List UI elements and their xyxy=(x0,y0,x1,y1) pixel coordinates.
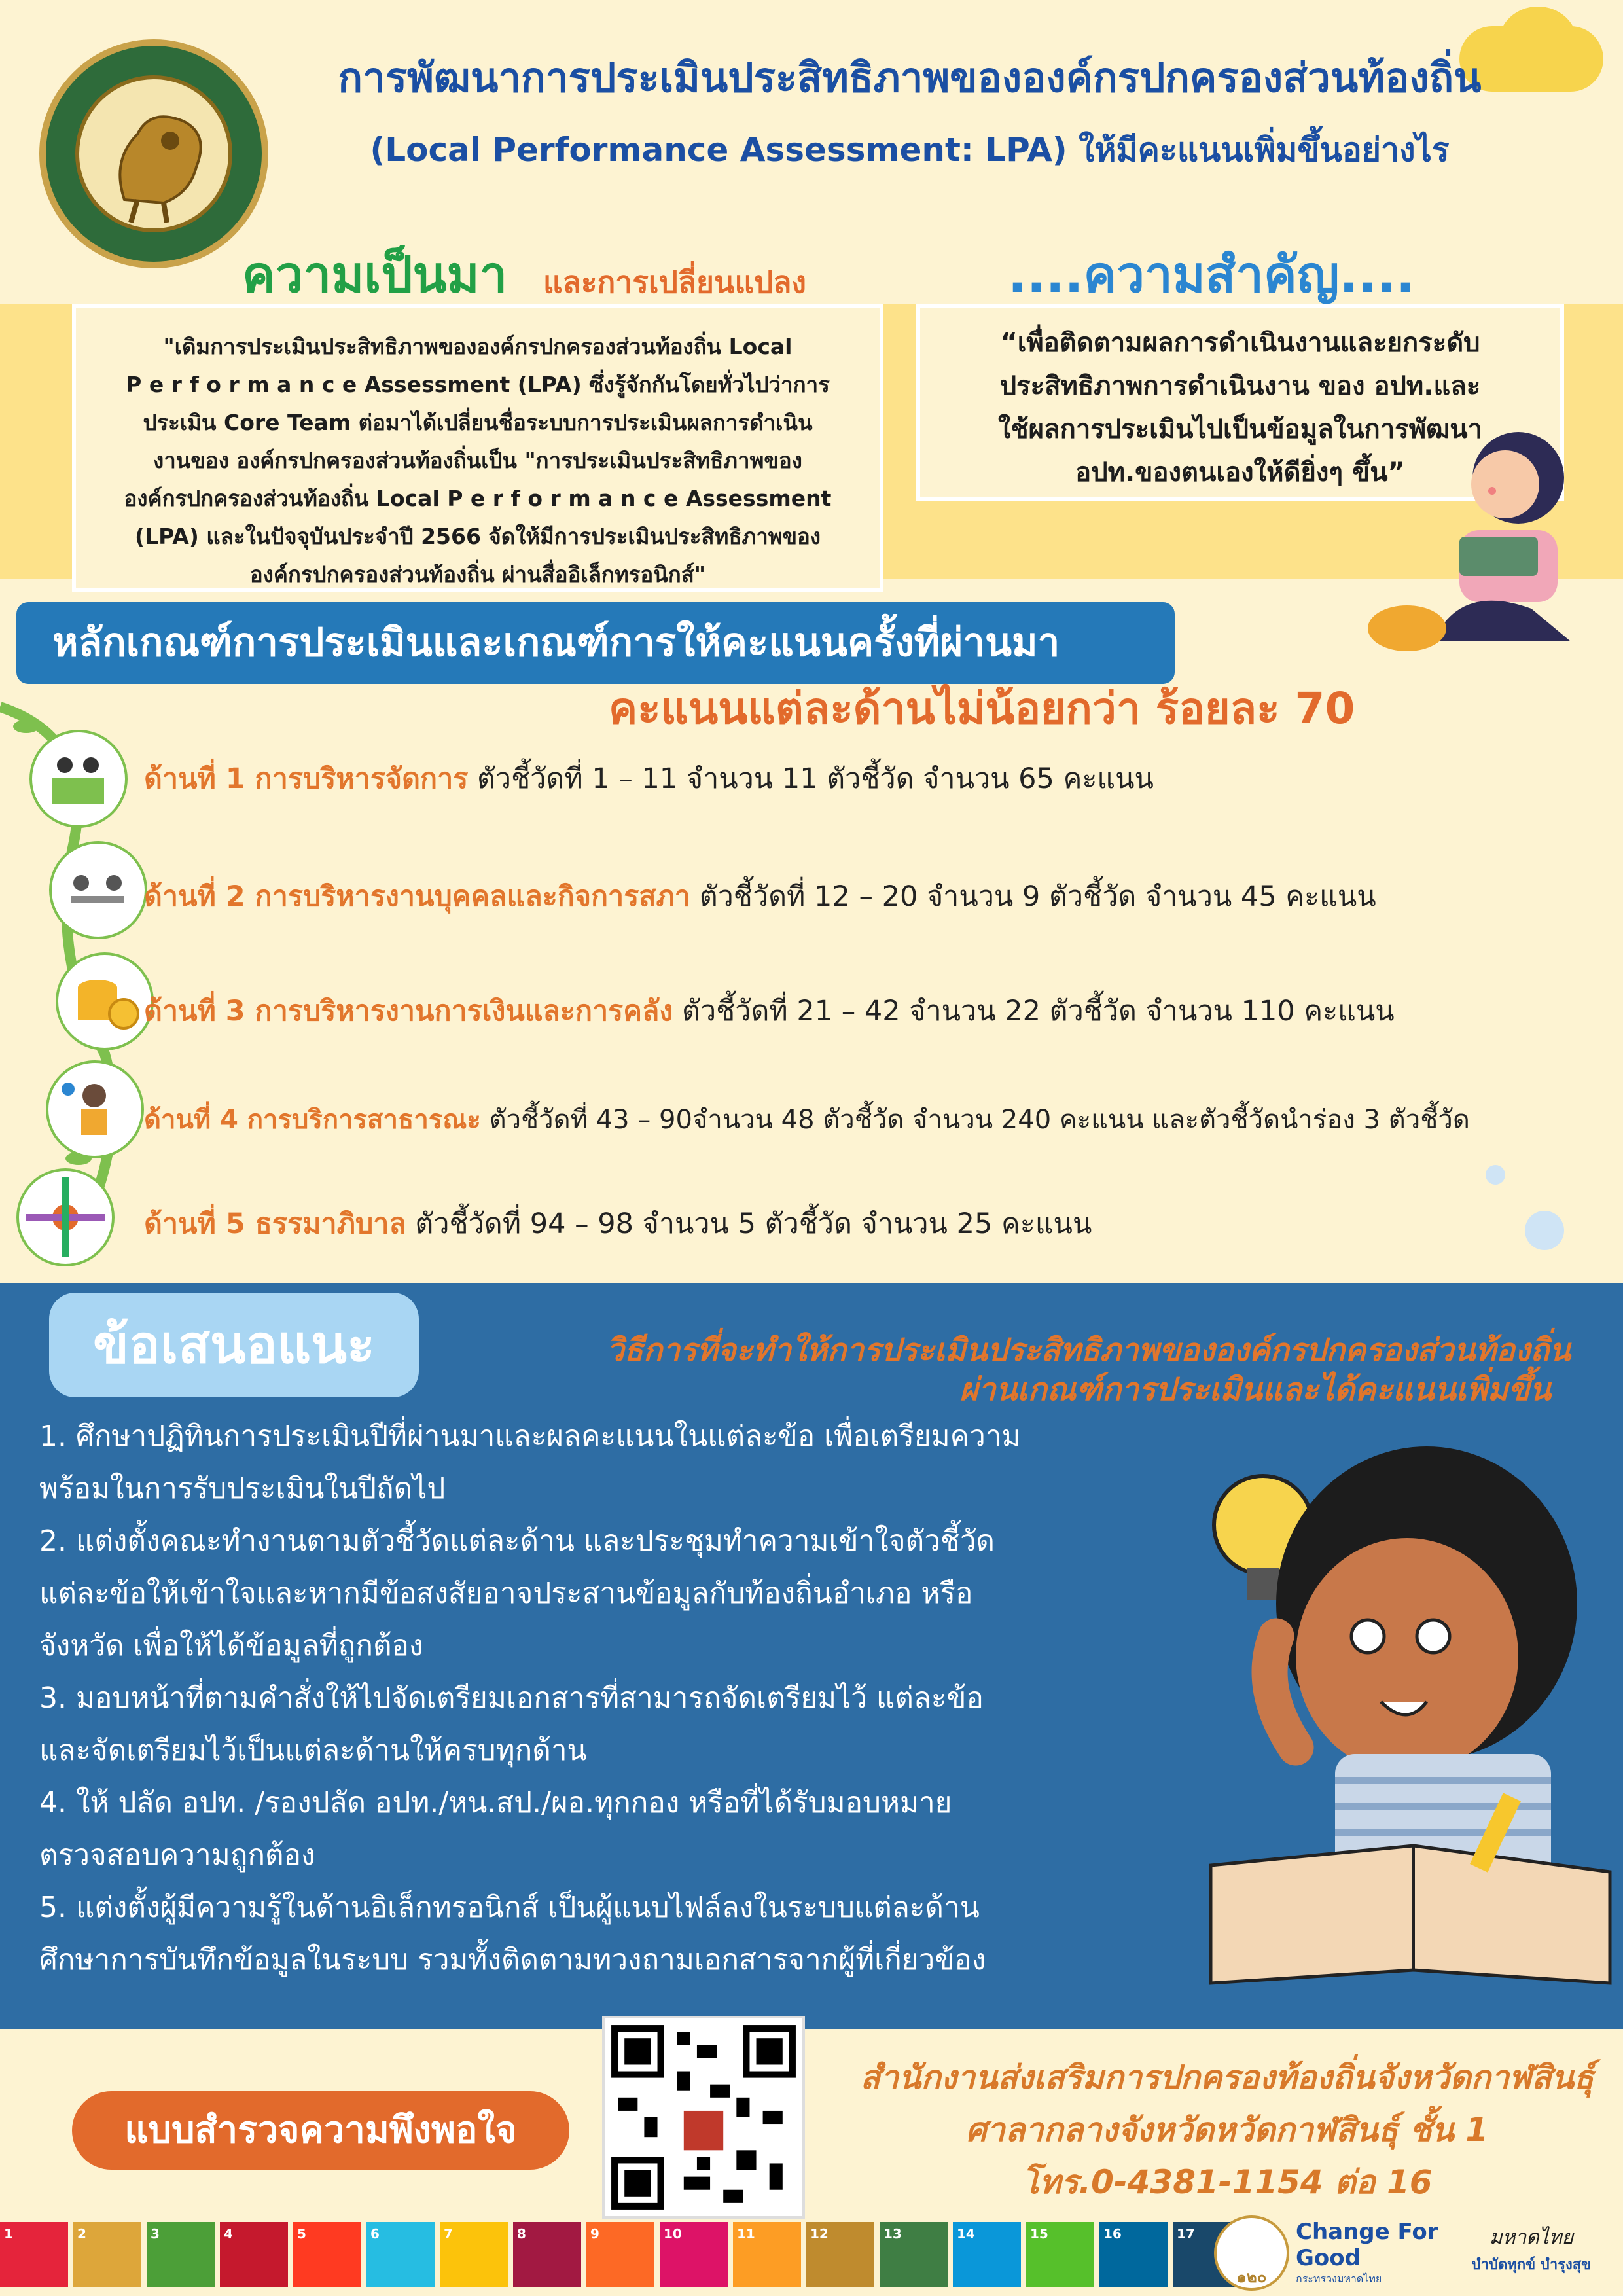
sdg-goal-tile: 16 xyxy=(1099,2222,1168,2287)
management-icon xyxy=(29,730,128,828)
advice-list xyxy=(39,1410,1152,1986)
sdg-goal-tile: 1 xyxy=(0,2222,68,2287)
page-title: การพัฒนาการประเมินประสิทธิภาพขององค์กรปกครองส่วนท้องถิ่น xyxy=(338,54,1482,101)
coins-icon xyxy=(56,952,154,1050)
importance-text: “เพื่อติดตามผลการดำเนินงานและยกระดับ ประสิทธิภาพการดำเนินงาน ของ อปท.และ ใช้ผลการประเมินไปเป็นข้อมูลในการพัฒนา อปท.ของตนเองให้ดียิ่งๆ ขึ้น” xyxy=(997,328,1483,488)
advice-line: ตรวจสอบความถูกต้อง xyxy=(39,1839,315,1872)
idea-girl-illustration xyxy=(1152,1440,1623,2003)
sdg-goal-tile: 13 xyxy=(880,2222,948,2287)
sdg-goal-tile: 14 xyxy=(953,2222,1021,2287)
meeting-icon xyxy=(49,841,147,939)
advice-line: 2. แต่งตั้งคณะทำงานตามตัวชี้วัดแต่ละด้าน และประชุมทำความเข้าใจตัวชี้วัด xyxy=(39,1524,995,1558)
sdg-goals-strip xyxy=(0,2222,1246,2296)
sdg-goal-tile: 10 xyxy=(660,2222,728,2287)
criteria-item: ด้านที่ 4 การบริการสาธารณะ ตัวชี้วัดที่ 43 – 90จำนวน 48 ตัวชี้วัด จำนวน 240 คะแนน และตัวชี้วัดนำร่อง 3 ตัวชี้วัด xyxy=(144,1105,1470,1135)
score-note: คะแนนแต่ละด้านไม่น้อยกว่า ร้อยละ 70 xyxy=(609,683,1355,734)
dot-decoration xyxy=(1525,1211,1564,1250)
change-for-good-logo: Change For Good กระทรวงมหาดไทย xyxy=(1296,2219,1438,2285)
sdg-goal-tile: 3 xyxy=(147,2222,215,2287)
sdg-goal-tile: 5 xyxy=(293,2222,361,2287)
criteria-heading: หลักเกณฑ์การประเมินและเกณฑ์การให้คะแนนครั้งที่ผ่านมา xyxy=(16,602,1175,684)
criteria-item: ด้านที่ 3 การบริหารงานการเงินและการคลัง ตัวชี้วัดที่ 21 – 42 จำนวน 22 ตัวชี้วัด จำนวน 110 คะแนน xyxy=(144,995,1395,1028)
sdg-goal-tile: 8 xyxy=(513,2222,581,2287)
hands-icon xyxy=(16,1168,115,1266)
sdg-goal-tile: 2 xyxy=(73,2222,141,2287)
phone-line: โทร.0-4381-1154 ต่อ 16 xyxy=(1022,2163,1433,2201)
sdg-goal-tile: 12 xyxy=(806,2222,874,2287)
criteria-item: ด้านที่ 5 ธรรมาภิบาล ตัวชี้วัดที่ 94 – 98 จำนวน 5 ตัวชี้วัด จำนวน 25 คะแนน xyxy=(144,1208,1092,1240)
address-line: ศาลากลางจังหวัดหวัดกาฬสินธุ์ ชั้น 1 xyxy=(965,2111,1489,2149)
sdg-goal-tile: 11 xyxy=(733,2222,801,2287)
department-emblem-logo xyxy=(39,39,268,268)
ministry-slogan-logo: มหาดไทย บำบัดทุกข์ บำรุงสุข xyxy=(1471,2226,1592,2273)
sdg-goal-tile: 9 xyxy=(586,2222,654,2287)
satisfaction-survey-button[interactable]: แบบสำรวจความพึงพอใจ xyxy=(72,2091,569,2170)
advice-line: ศึกษาการบันทึกข้อมูลในระบบ รวมทั้งติดตามทวงถามเอกสารจากผู้ที่เกี่ยวข้อง xyxy=(39,1943,986,1977)
background-text: "เดิมการประเมินประสิทธิภาพขององค์กรปกครองส่วนท้องถิ่น Local P e r f o r m a n c e Assessment (LPA) ซึ่งรู้จักกันโดยทั่วไปว่าการ ประเมิน Core Team ต่อมาได้เปลี่ยนชื่อระบบการประเมินผลการดำเนิน งานของ องค์กรปกครองส่วนท้องถิ่นเป็น "การประเมินประสิทธิภาพของ องค์กรปกครองส่วนท้องถิ่น Local P e r f o r m a n c e Assessment (LPA) และในปัจจุบันประจำปี 2566 จัดให้มีการประเมินประสิทธิภาพของ องค์กรปกครองส่วนท้องถิ่น ผ่านสื่ออิเล็กทรอนิกส์" xyxy=(124,334,832,587)
advice-line: และจัดเตรียมไว้เป็นแต่ละด้านให้ครบทุกด้าน xyxy=(39,1734,587,1767)
importance-heading: ....ความสำคัญ.... xyxy=(1008,245,1415,304)
advice-line: 5. แต่งตั้งผู้มีความรู้ในด้านอิเล็กทรอนิกส์ เป็นผู้แนบไฟล์ลงในระบบแต่ละด้าน xyxy=(39,1891,980,1924)
sdg-goal-tile: 4 xyxy=(220,2222,288,2287)
method-heading-line1: วิธีการที่จะทำให้การประเมินประสิทธิภาพขององค์กรปกครองส่วนท้องถิ่น xyxy=(606,1332,1571,1369)
dot-decoration xyxy=(1486,1165,1505,1185)
advice-line: พร้อมในการรับประเมินในปีถัดไป xyxy=(39,1472,446,1505)
advice-line: 3. มอบหน้าที่ตามคำสั่งให้ไปจัดเตรียมเอกสารที่สามารถจัดเตรียมไว้ แต่ละข้อ xyxy=(39,1681,984,1715)
advice-line: แต่ละข้อให้เข้าใจและหากมีข้อสงสัยอาจประสานข้อมูลกับท้องถิ่นอำเภอ หรือ xyxy=(39,1577,973,1610)
criteria-item: ด้านที่ 1 การบริหารจัดการ ตัวชี้วัดที่ 1 – 11 จำนวน 11 ตัวชี้วัด จำนวน 65 คะแนน xyxy=(144,762,1154,795)
reading-girl-illustration xyxy=(1361,419,1623,668)
advice-line: จังหวัด เพื่อให้ได้ข้อมูลที่ถูกต้อง xyxy=(39,1629,423,1662)
advice-line: 1. ศึกษาปฏิทินการประเมินปีที่ผ่านมาและผลคะแนนในแต่ละข้อ เพื่อเตรียมความ xyxy=(39,1420,1021,1453)
advice-heading: ข้อเสนอแนะ xyxy=(49,1293,419,1397)
method-heading-line2: ผ่านเกณฑ์การประเมินและได้คะแนนเพิ่มขึ้น xyxy=(959,1371,1551,1408)
public-service-icon xyxy=(46,1060,144,1158)
sdg-goal-tile: 7 xyxy=(440,2222,508,2287)
sdg-goal-tile: 6 xyxy=(366,2222,435,2287)
background-subheading: และการเปลี่ยนแปลง xyxy=(543,264,806,300)
page-subtitle: (Local Performance Assessment: LPA) ให้มีคะแนนเพิ่มขึ้นอย่างไร xyxy=(370,131,1450,169)
background-heading: ความเป็นมา xyxy=(242,245,508,304)
address-line: สำนักงานส่งเสริมการปกครองท้องถิ่นจังหวัดกาฬสินธุ์ xyxy=(860,2058,1594,2096)
background-text-box xyxy=(72,304,883,592)
anniversary-logo: ๑๒๐ xyxy=(1214,2215,1289,2291)
sdg-goal-tile: 17 xyxy=(1173,2222,1241,2287)
lion-icon xyxy=(85,82,236,232)
criteria-item: ด้านที่ 2 การบริหารงานบุคคลและกิจการสภา ตัวชี้วัดที่ 12 – 20 จำนวน 9 ตัวชี้วัด จำนวน 45 คะแนน xyxy=(144,880,1376,913)
advice-line: 4. ให้ ปลัด อปท. /รองปลัด อปท./หน.สป./ผอ.ทุกกอง หรือที่ได้รับมอบหมาย xyxy=(39,1786,952,1820)
sdg-goal-tile: 15 xyxy=(1026,2222,1094,2287)
qr-code[interactable] xyxy=(602,2016,805,2219)
